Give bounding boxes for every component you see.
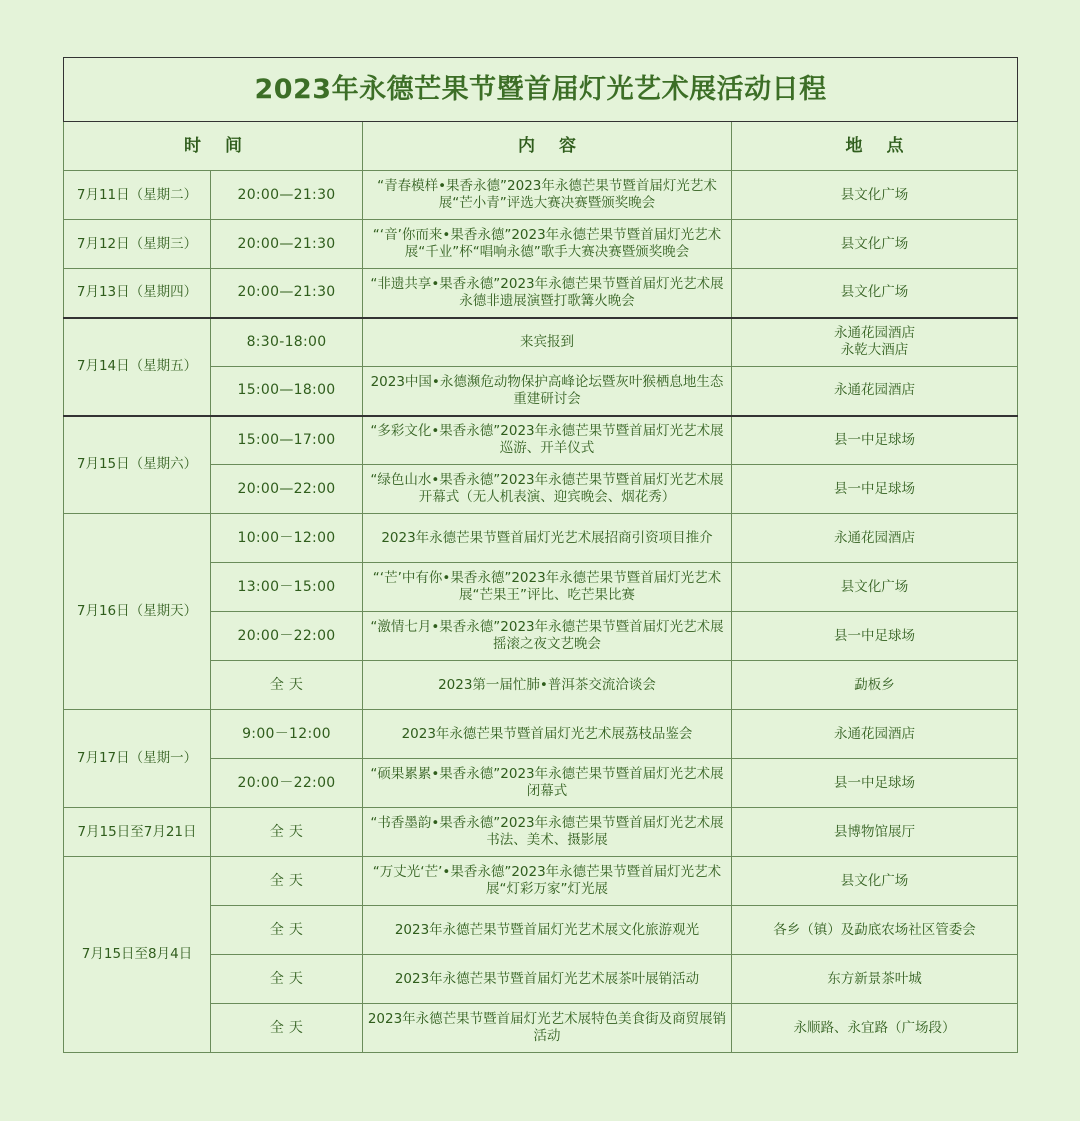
schedule-row bbox=[64, 416, 1018, 465]
schedule-table bbox=[63, 57, 1018, 1053]
header-content: 内容 bbox=[363, 122, 732, 171]
content-cell: “激情七月•果香永德”2023年永德芒果节暨首届灯光艺术展摇滚之夜文艺晚会 bbox=[363, 612, 732, 661]
location-cell: 县文化广场 bbox=[732, 563, 1018, 612]
date-cell: 7月14日（星期五） bbox=[64, 318, 211, 416]
content-cell: “青春模样•果香永德”2023年永德芒果节暨首届灯光艺术展“芒小青”评选大赛决赛暨颁奖晚会 bbox=[363, 171, 732, 220]
date-cell: 7月15日（星期六） bbox=[64, 416, 211, 514]
time-cell: 20:00—21:30 bbox=[211, 171, 363, 220]
time-cell: 全 天 bbox=[211, 661, 363, 710]
content-cell: “多彩文化•果香永德”2023年永德芒果节暨首届灯光艺术展巡游、开羊仪式 bbox=[363, 416, 732, 465]
schedule-row bbox=[64, 220, 1018, 269]
content-cell: 2023年永德芒果节暨首届灯光艺术展茶叶展销活动 bbox=[363, 955, 732, 1004]
date-cell: 7月12日（星期三） bbox=[64, 220, 211, 269]
time-cell: 10:00－12:00 bbox=[211, 514, 363, 563]
time-cell: 全 天 bbox=[211, 808, 363, 857]
content-cell: “万丈光‘芒’•果香永德”2023年永德芒果节暨首届灯光艺术展“灯彩万家”灯光展 bbox=[363, 857, 732, 906]
schedule-row bbox=[64, 514, 1018, 563]
time-cell: 20:00－22:00 bbox=[211, 759, 363, 808]
location-cell: 各乡（镇）及勐底农场社区管委会 bbox=[732, 906, 1018, 955]
schedule-row bbox=[64, 269, 1018, 318]
content-cell: 2023年永德芒果节暨首届灯光艺术展荔枝品鉴会 bbox=[363, 710, 732, 759]
content-cell: 2023年永德芒果节暨首届灯光艺术展特色美食街及商贸展销活动 bbox=[363, 1004, 732, 1053]
time-cell: 全 天 bbox=[211, 1004, 363, 1053]
date-cell: 7月13日（星期四） bbox=[64, 269, 211, 318]
time-cell: 13:00－15:00 bbox=[211, 563, 363, 612]
schedule-row bbox=[64, 710, 1018, 759]
schedule-row bbox=[64, 857, 1018, 906]
header-time: 时间 bbox=[64, 122, 363, 171]
time-cell: 15:00—17:00 bbox=[211, 416, 363, 465]
time-cell: 20:00—22:00 bbox=[211, 465, 363, 514]
content-cell: “书香墨韵•果香永德”2023年永德芒果节暨首届灯光艺术展书法、美术、摄影展 bbox=[363, 808, 732, 857]
date-cell: 7月17日（星期一） bbox=[64, 710, 211, 808]
location-cell: 县文化广场 bbox=[732, 269, 1018, 318]
time-cell: 20:00—21:30 bbox=[211, 220, 363, 269]
location-cell: 县一中足球场 bbox=[732, 759, 1018, 808]
content-cell: “非遗共享•果香永德”2023年永德芒果节暨首届灯光艺术展永德非遗展演暨打歌篝火晚会 bbox=[363, 269, 732, 318]
time-cell: 全 天 bbox=[211, 955, 363, 1004]
location-cell: 县一中足球场 bbox=[732, 465, 1018, 514]
date-cell: 7月11日（星期二） bbox=[64, 171, 211, 220]
location-cell: 永通花园酒店 bbox=[732, 367, 1018, 416]
content-cell: 来宾报到 bbox=[363, 318, 732, 367]
time-cell: 全 天 bbox=[211, 857, 363, 906]
content-cell: “绿色山水•果香永德”2023年永德芒果节暨首届灯光艺术展开幕式（无人机表演、迎宾晚会、烟花秀） bbox=[363, 465, 732, 514]
location-cell: 永顺路、永宜路（广场段） bbox=[732, 1004, 1018, 1053]
location-cell: 永通花园酒店 bbox=[732, 514, 1018, 563]
content-cell: “‘芒’中有你•果香永德”2023年永德芒果节暨首届灯光艺术展“芒果王”评比、吃芒果比赛 bbox=[363, 563, 732, 612]
location-cell: 县一中足球场 bbox=[732, 416, 1018, 465]
schedule-row bbox=[64, 808, 1018, 857]
location-cell: 永通花园酒店 永乾大酒店 bbox=[732, 318, 1018, 367]
content-cell: 2023第一届忙肺•普洱茶交流洽谈会 bbox=[363, 661, 732, 710]
page-title: 2023年永德芒果节暨首届灯光艺术展活动日程 bbox=[64, 58, 1018, 122]
location-cell: 县文化广场 bbox=[732, 220, 1018, 269]
location-cell: 县博物馆展厅 bbox=[732, 808, 1018, 857]
location-cell: 县文化广场 bbox=[732, 171, 1018, 220]
time-cell: 全 天 bbox=[211, 906, 363, 955]
location-cell: 县文化广场 bbox=[732, 857, 1018, 906]
time-cell: 20:00—21:30 bbox=[211, 269, 363, 318]
time-cell: 9:00－12:00 bbox=[211, 710, 363, 759]
time-cell: 8:30-18:00 bbox=[211, 318, 363, 367]
content-cell: “硕果累累•果香永德”2023年永德芒果节暨首届灯光艺术展闭幕式 bbox=[363, 759, 732, 808]
date-cell: 7月16日（星期天） bbox=[64, 514, 211, 710]
location-cell: 勐板乡 bbox=[732, 661, 1018, 710]
time-cell: 15:00—18:00 bbox=[211, 367, 363, 416]
location-cell: 东方新景茶叶城 bbox=[732, 955, 1018, 1004]
schedule-row bbox=[64, 318, 1018, 367]
date-cell: 7月15日至7月21日 bbox=[64, 808, 211, 857]
location-cell: 县一中足球场 bbox=[732, 612, 1018, 661]
content-cell: “‘音’你而来•果香永德”2023年永德芒果节暨首届灯光艺术展“千业”杯“唱响永德”歌手大赛决赛暨颁奖晚会 bbox=[363, 220, 732, 269]
header-location: 地点 bbox=[732, 122, 1018, 171]
content-cell: 2023年永德芒果节暨首届灯光艺术展招商引资项目推介 bbox=[363, 514, 732, 563]
time-cell: 20:00－22:00 bbox=[211, 612, 363, 661]
content-cell: 2023中国•永德濒危动物保护高峰论坛暨灰叶猴栖息地生态重建研讨会 bbox=[363, 367, 732, 416]
schedule-row bbox=[64, 171, 1018, 220]
schedule-body bbox=[64, 171, 1018, 1053]
date-cell: 7月15日至8月4日 bbox=[64, 857, 211, 1053]
content-cell: 2023年永德芒果节暨首届灯光艺术展文化旅游观光 bbox=[363, 906, 732, 955]
location-cell: 永通花园酒店 bbox=[732, 710, 1018, 759]
